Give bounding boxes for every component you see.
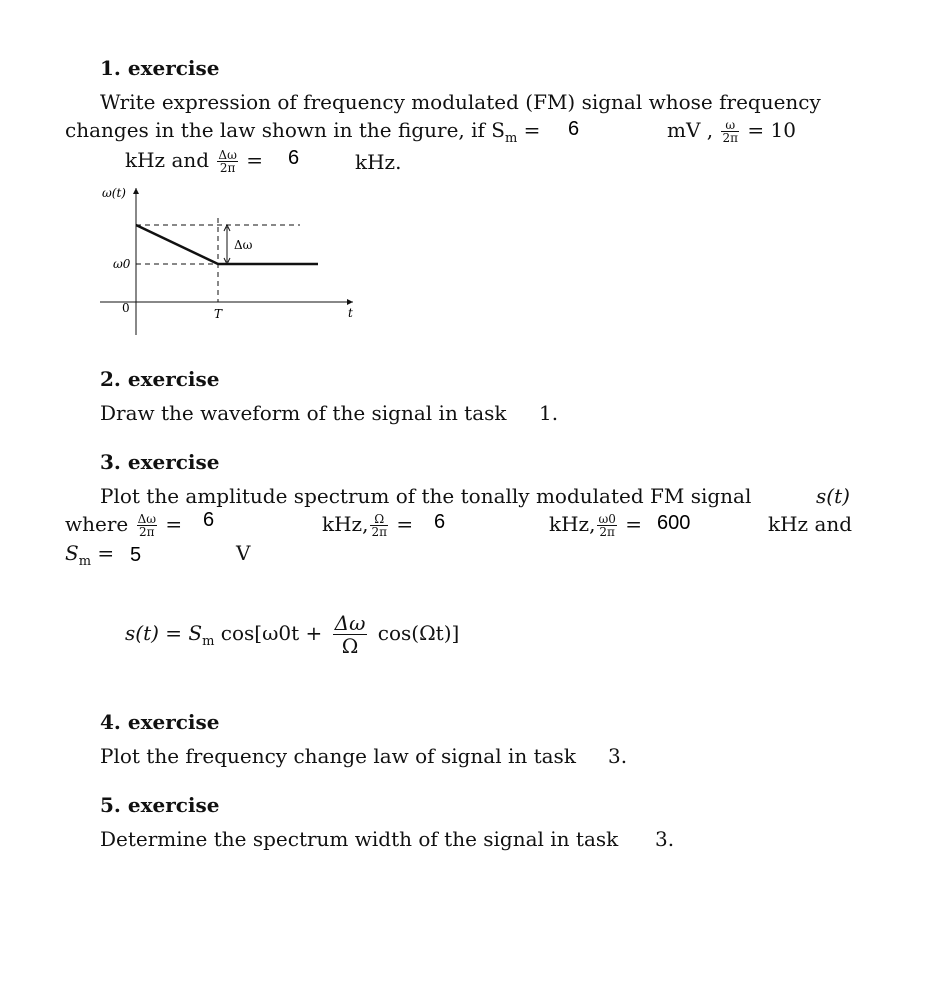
unit-khz: kHz. [355, 150, 402, 174]
where-text: where [65, 512, 129, 536]
w0-value-input[interactable]: 600 [657, 512, 691, 534]
t-label: t [348, 306, 353, 320]
w0-label: ω0 [113, 257, 131, 271]
exercise-1-line-2-text: changes in the law shown in the figure, if S [65, 118, 505, 142]
unit-mv-text: mV , [667, 118, 714, 142]
frac-den: 2π [722, 131, 739, 145]
frac-den: 2π [371, 525, 387, 539]
exercise-3-line-2a [65, 512, 182, 538]
sm-label: S [65, 541, 79, 565]
equals-sign: = [97, 541, 115, 565]
sm-value-input[interactable]: 6 [568, 118, 580, 140]
exercise-4-line-1: Plot the frequency change law of signal in task [100, 744, 576, 768]
exercise-5-line-1: Determine the spectrum width of the signal in task [100, 827, 619, 851]
delta-omega-fraction [137, 513, 157, 538]
exercise-1-line-1: Write expression of frequency modulated (FM) signal whose frequency [100, 90, 821, 114]
formula-mid: cos[ω0t + [220, 621, 323, 645]
frac-den: Ω [341, 634, 359, 658]
formula-fraction [333, 612, 368, 657]
formula-lhs: s(t) = S [125, 621, 203, 645]
fm-formula [125, 612, 459, 657]
exercise-2-heading: 2. exercise [100, 367, 220, 391]
frac-num: Ω [370, 513, 388, 526]
exercise-3-line-1-text: Plot the amplitude spectrum of the tonally modulated FM signal [100, 484, 752, 508]
frac-num: Δω [137, 512, 157, 526]
w0-fraction [597, 513, 616, 538]
big-omega-fraction [370, 513, 388, 538]
equals-sign: = [396, 512, 414, 536]
s-of-t: s(t) [816, 484, 850, 508]
frac-num: ω0 [598, 512, 616, 526]
big-omega-value-input[interactable]: 6 [434, 511, 446, 533]
equals-sign: = [165, 512, 183, 536]
subscript-m: m [78, 554, 92, 569]
exercise-4-heading: 4. exercise [100, 710, 220, 734]
omega-value: = 10 [747, 118, 796, 142]
signal-ramp [136, 225, 218, 264]
exercise-1-line-2 [65, 118, 540, 146]
exercise-3-heading: 3. exercise [100, 450, 220, 474]
exercise-1-heading: 1. exercise [100, 56, 220, 80]
exercise-3-line-1 [100, 484, 751, 508]
unit-khz-comma: kHz, [322, 512, 369, 536]
exercise-2-task-ref: 1. [539, 401, 559, 425]
sm-value-input[interactable]: 5 [130, 544, 142, 566]
frac-num: Δω [218, 148, 237, 162]
unit-v: V [236, 541, 251, 565]
frac-num: Δω [334, 611, 366, 635]
exercise-3-line-3 [65, 541, 114, 569]
formula-rhs: cos(Ωt)] [377, 621, 460, 645]
exercise-3-line-2b [322, 512, 413, 538]
unit-khz-comma: kHz, [549, 512, 596, 536]
T-label: T [214, 307, 223, 321]
frac-den: 2π [139, 525, 155, 539]
omega-fraction [721, 119, 739, 144]
delta-omega-value-input[interactable]: 6 [288, 147, 300, 169]
delta-omega-label: Δω [234, 238, 253, 252]
y-axis-label: ω(t) [102, 186, 126, 200]
exercise-2-line-1: Draw the waveform of the signal in task [100, 401, 507, 425]
delta-omega-fraction [217, 149, 237, 174]
frac-den: 2π [599, 525, 615, 539]
equals-sign: = [246, 148, 263, 172]
unit-khz-and: kHz and [125, 148, 210, 172]
frequency-law-figure [95, 180, 365, 340]
equals-sign: = [523, 118, 541, 142]
subscript-m: m [202, 634, 215, 649]
frac-num: ω [721, 119, 739, 132]
exercise-4-task-ref: 3. [608, 744, 628, 768]
exercise-3-line-2c [549, 512, 642, 538]
unit-mv [667, 118, 796, 144]
exercise-5-task-ref: 3. [655, 827, 675, 851]
frac-den: 2π [219, 161, 236, 175]
exercise-5-heading: 5. exercise [100, 793, 220, 817]
unit-khz-and: kHz and [768, 512, 853, 536]
subscript-m: m [504, 131, 518, 146]
delta-omega-value-input[interactable]: 6 [203, 509, 215, 531]
exercise-1-line-3 [125, 148, 263, 174]
equals-sign: = [625, 512, 643, 536]
origin-label: 0 [122, 301, 130, 315]
